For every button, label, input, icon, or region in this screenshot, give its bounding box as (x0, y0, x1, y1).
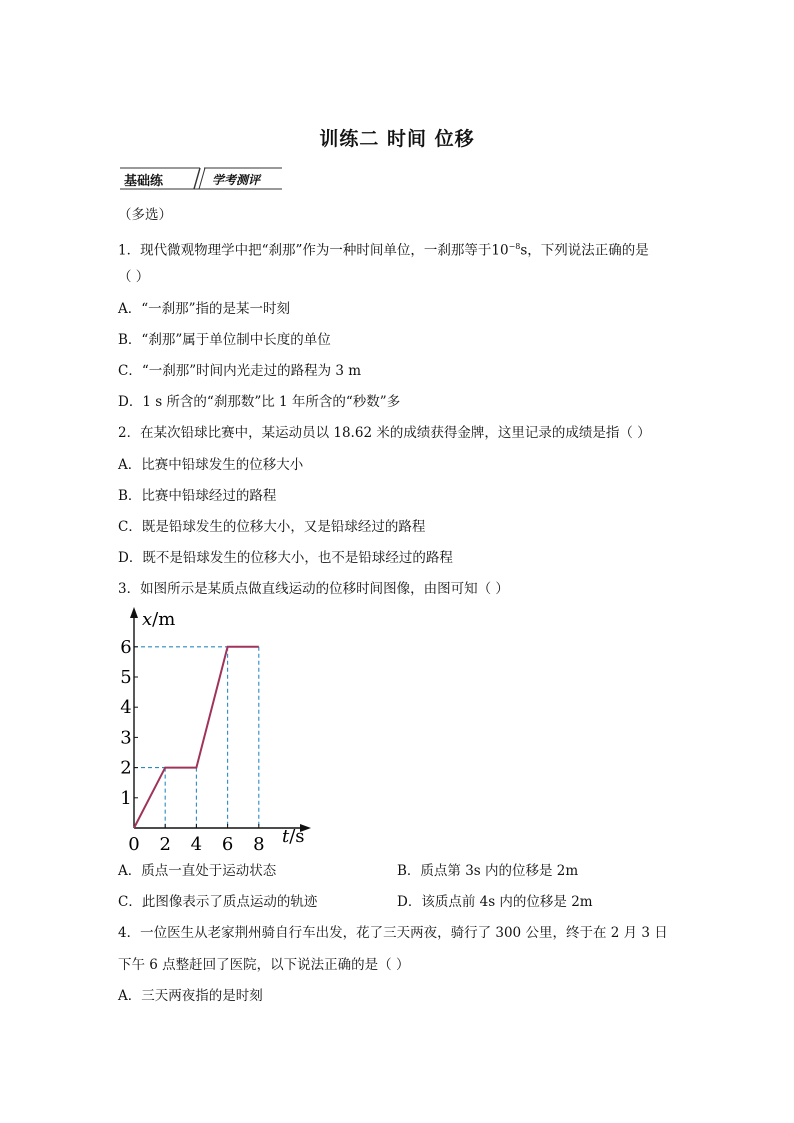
y-axis-label: x/m (142, 609, 176, 630)
q2-option-c: C．既是铅球发生的位移大小，又是铅球经过的路程 (118, 519, 426, 535)
x-tick-label: 8 (253, 834, 265, 854)
x-tick-label: 0 (128, 834, 140, 854)
q1-option-b: B．“刹那”属于单位制中长度的单位 (118, 332, 331, 348)
q2-option-b: B．比赛中铅球经过的路程 (118, 488, 277, 504)
y-tick-label: 2 (120, 757, 132, 779)
displacement-line (134, 647, 259, 828)
multi-select-note: （多选） (118, 207, 172, 223)
section-banner (120, 166, 282, 192)
y-tick-label: 4 (120, 697, 132, 719)
q3-option-b: B．质点第 3s 内的位移是 2m (397, 863, 579, 879)
q1-stem-exponent: −8 (508, 242, 521, 251)
q3-stem: 3．如图所示是某质点做直线运动的位移时间图像，由图可知（ ） (118, 581, 509, 597)
y-tick-label: 1 (120, 787, 132, 809)
q1-option-c: C．“一刹那”时间内光走过的路程为 3 m (118, 363, 362, 379)
q3-option-a: A．质点一直处于运动状态 (118, 863, 277, 879)
y-tick-label: 6 (120, 636, 132, 658)
page-title: 训练二 时间 位移 (319, 128, 475, 150)
x-tick-label: 6 (221, 834, 234, 854)
section-label: 基础练 (124, 174, 164, 189)
x-tick-label: 4 (190, 834, 203, 854)
x-axis-label: t/s (282, 826, 305, 847)
q2-stem: 2．在某次铅球比赛中，某运动员以 18.62 米的成绩获得金牌，这里记录的成绩是指（ ） (118, 425, 651, 441)
q3-option-d: D．该质点前 4s 内的位移是 2m (397, 894, 593, 910)
q1-blank: （ ） (118, 269, 150, 285)
y-tick-label: 3 (120, 727, 132, 749)
q3-option-c: C．此图像表示了质点运动的轨迹 (118, 894, 318, 910)
y-axis-arrow (130, 607, 138, 618)
section-sublabel: 学考测评 (212, 173, 261, 187)
y-tick-label: 5 (120, 667, 132, 688)
q4-option-a: A．三天两夜指的是时刻 (118, 988, 263, 1004)
q4-stem-line1: 4．一位医生从老家荆州骑自行车出发，花了三天两夜，骑行了 300 公里，终于在 2 月 3 日 (118, 925, 668, 941)
q1-stem (118, 238, 649, 260)
q1-stem-after: s，下列说法正确的是 (520, 242, 649, 259)
q2-option-a: A．比赛中铅球发生的位移大小 (118, 457, 304, 473)
q1-stem-before: 1．现代微观物理学中把“刹那”作为一种时间单位，一刹那等于10 (118, 242, 509, 259)
q2-option-d: D．既不是铅球发生的位移大小，也不是铅球经过的路程 (118, 550, 453, 566)
q4-stem-line2: 下午 6 点整赶回了医院，以下说法正确的是（ ） (118, 957, 410, 973)
q1-option-d: D．1 s 所含的“刹那数”比 1 年所含的“秒数”多 (118, 394, 401, 410)
q1-option-a: A．“一刹那”指的是某一时刻 (118, 301, 291, 317)
position-time-chart (112, 604, 312, 854)
x-tick-label: 2 (159, 834, 171, 854)
